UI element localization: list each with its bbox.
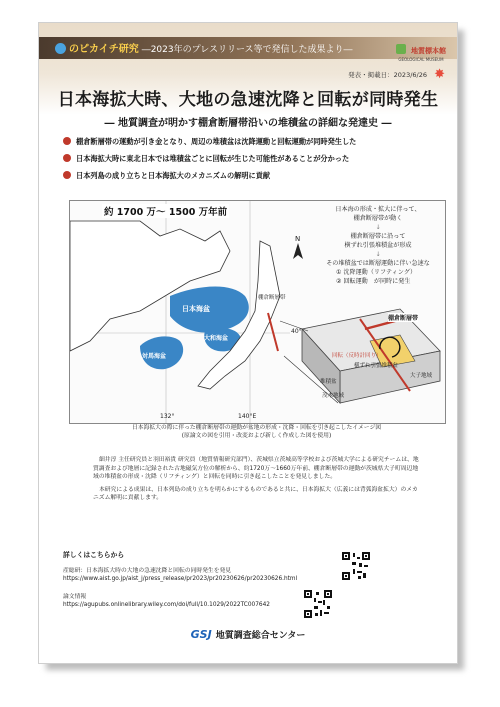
process-notes [314, 205, 442, 286]
poster-page [38, 22, 458, 664]
star-icon: ✸ [434, 67, 445, 82]
down-arrow-icon: ↓ [375, 251, 381, 258]
museum-name-en: GEOLOGICAL MUSEUM [398, 57, 444, 62]
gsj-logo: GSJ [190, 628, 212, 641]
note-line: 日本海の形成・拡大に伴って、 [335, 206, 421, 213]
down-arrow-icon: ↓ [375, 224, 381, 231]
note-line: 横ずれ引張堆積盆が形成 [344, 242, 412, 249]
block-label-basin: 堆積盆 [320, 379, 337, 385]
block-label-slip: 横ずれ引張堆積盆 [354, 363, 399, 369]
body-text [93, 456, 421, 507]
note-line: ② 回転運動 が同時に発生 [336, 278, 411, 285]
more-info-heading: 詳しくはこちらから [63, 551, 125, 559]
svg-text:N: N [295, 235, 301, 243]
block-label-rotation: 回転（反時計回り） [332, 353, 382, 359]
map-label-lon132: 132° [160, 413, 175, 420]
museum-name: 地質標本館 [411, 47, 447, 55]
paper-link[interactable]: https://agupubs.onlinelibrary.wiley.com/doi/full/10.1029/2022TC007642 [63, 602, 270, 608]
body-paragraph: 細井淳 主任研究員と羽田裕貴 研究員（地質情報研究部門）、茨城県立茨城高等学校および茨城大学による研究チームは、地質調査および地層に記録された古地磁気方位の解析から、約1720万～1660万年前、棚倉断層帯の運動が茨城県大子町周辺地域の堆積盆の形成・沈降（リフティング）と回転を同時に引き起こしたことを発見しました。 [93, 457, 419, 481]
series-label [55, 40, 353, 55]
paper-qr-icon[interactable] [303, 589, 333, 619]
tectonic-figure [69, 200, 446, 424]
series-title: のピカイチ研究 [69, 44, 139, 55]
block-label-fault: 棚倉断層帯 [388, 315, 419, 322]
note-line: その堆積盆では断層運動に伴い急速な [326, 260, 430, 267]
map-label-tanakura: 棚倉断層帯 [258, 295, 286, 301]
highlight-item: 棚倉断層帯の運動が引き金となり、周辺の堆積盆は沈降運動と回転運動が同時発生した [63, 133, 453, 150]
bullet-icon [63, 171, 71, 179]
map-label-lon140: 140°E [238, 413, 257, 420]
series-logo-icon [55, 43, 66, 54]
press-release-label: 産総研：日本海拡大時の大地の急速沈降と回転の同時発生を発見 [63, 568, 232, 574]
highlight-list [63, 133, 453, 184]
highlight-item: 日本列島の成り立ちと日本海拡大のメカニズムの解明に貢献 [63, 167, 453, 184]
organization-name: 地質調査総合センター [215, 631, 306, 641]
map-label-lat40: 40° [291, 328, 302, 335]
map-label-yamato-basin: 大和海盆 [204, 335, 229, 342]
publish-date: 発表・掲載日：2023/6/26 [348, 71, 427, 79]
map-label-tsushima-basin: 対馬海盆 [142, 353, 167, 360]
page-title: 日本海拡大時、大地の急速沈降と回転が同時発生 [57, 90, 439, 110]
block-label-uplift: 大子地域 [410, 373, 433, 379]
press-release-link[interactable]: https://www.aist.go.jp/aist_j/press_release/pr2023/pr20230626/pr20230626.html [63, 576, 298, 582]
footer [39, 628, 457, 641]
museum-logo-icon [396, 44, 406, 54]
series-suffix: ―2023年のプレスリリース等で発信した成果より― [141, 45, 353, 55]
note-line: 棚倉断層帯が動く [353, 215, 403, 222]
note-line: ① 沈降運動（リフティング） [336, 269, 417, 276]
map-label-japan-sea-basin: 日本海盆 [182, 305, 210, 313]
body-paragraph: 本研究による成果は、日本列島の成り立ちを明らかにするものであると共に、日本海拡大（広義には背弧海盆拡大）のメカニズム解明に貢献します。 [93, 486, 418, 502]
figure-era-label: 約 1700 万～ 1500 万年前 [102, 204, 229, 218]
paper-info-label: 論文情報 [63, 594, 87, 600]
figure-caption: 日本海拡大の際に伴った棚倉断層帯の運動が盆地の形成・沈降・回転を引き起こしたイメージ図 (原論文の図を引用・改変および新しく作成した図を使用) [131, 425, 382, 439]
highlight-item: 日本海拡大時に東北日本では堆積盆ごとに回転が生じた可能性があることが分かった [63, 150, 453, 167]
bullet-icon [63, 137, 71, 145]
press-release-qr-icon[interactable] [341, 551, 371, 581]
page-subtitle: ― 地質調査が明かす棚倉断層帯沿いの堆積盆の詳細な発達史 ― [104, 118, 392, 129]
bullet-icon [63, 154, 71, 162]
note-line: 棚倉断層帯に沿って [350, 233, 406, 240]
block-label-ishikawa: 茂木地域 [322, 393, 345, 399]
museum-logo [395, 38, 447, 62]
